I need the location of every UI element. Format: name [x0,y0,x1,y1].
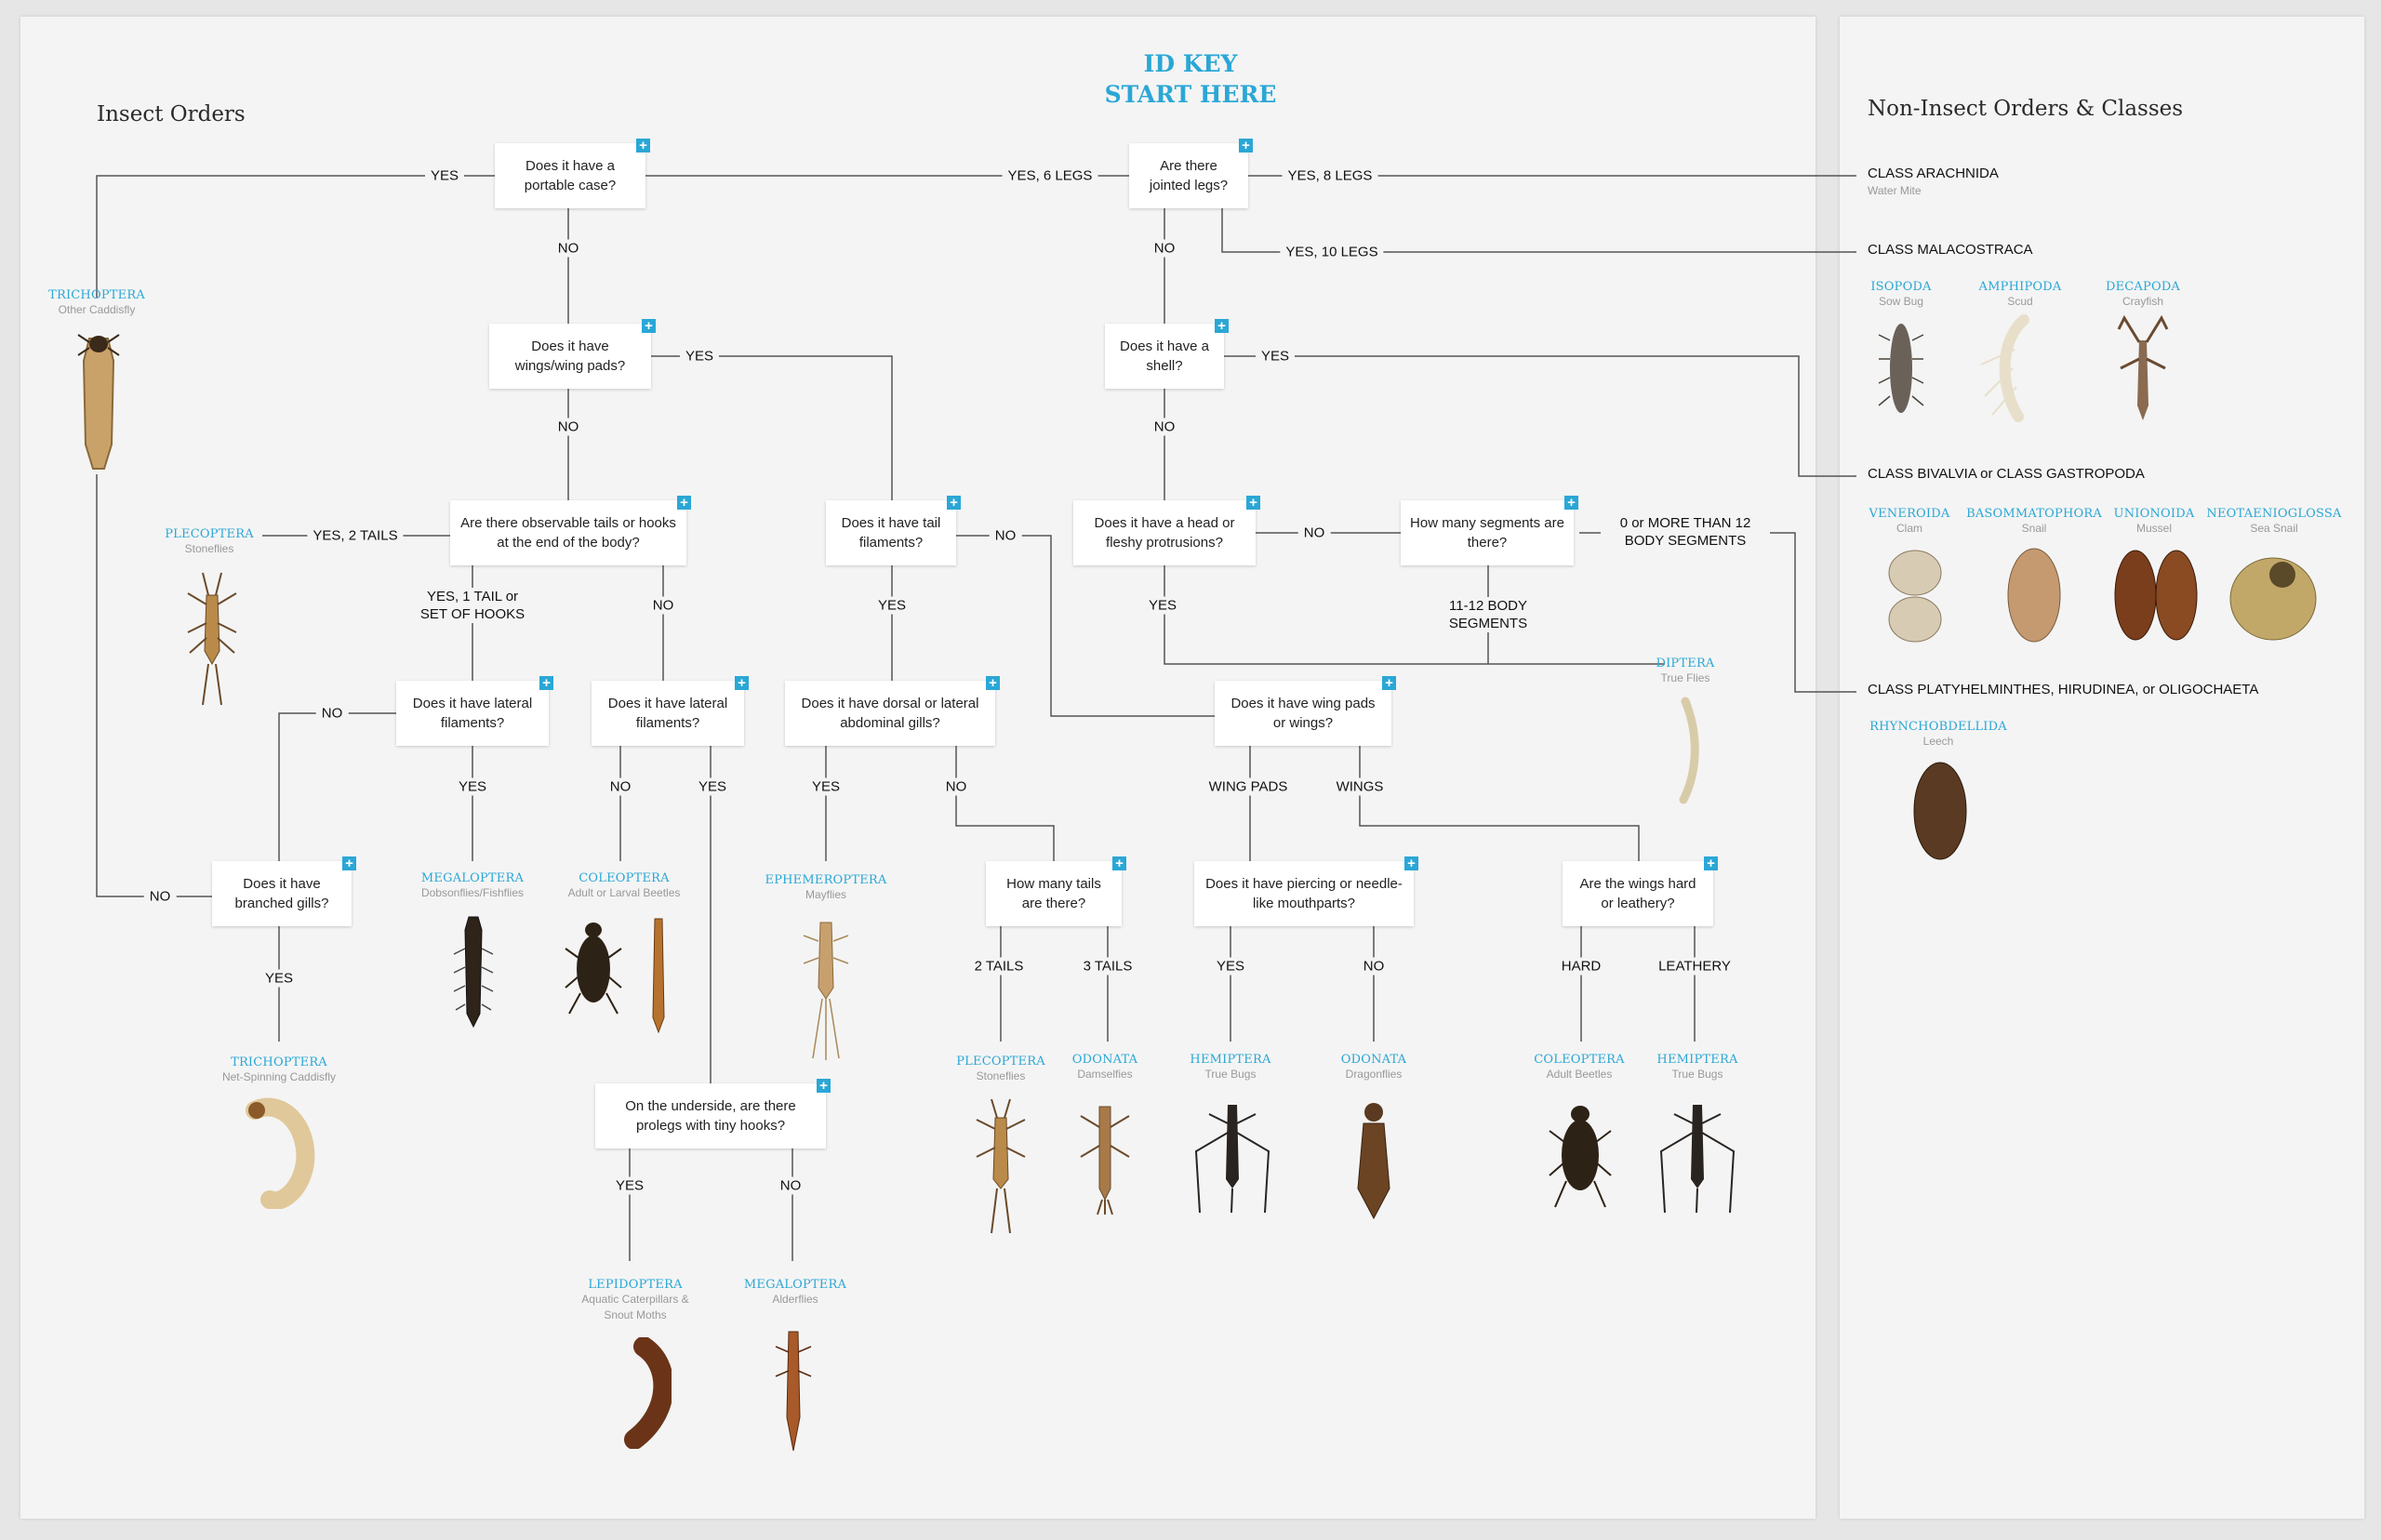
question-text: Does it have a portable case? [524,158,617,193]
sea-snail-illustration [2227,547,2320,644]
expand-plus-icon[interactable]: + [1215,319,1229,333]
question-prolegs[interactable] [595,1078,828,1148]
question-text: How many tails are there? [1006,876,1101,911]
taxon-name: ODONATA [1071,1053,1138,1067]
taxon-name: NEOTAENIOGLOSSA [2206,507,2342,521]
alderfly-illustration [770,1324,817,1454]
taxon-hemiptera-1[interactable] [1190,1053,1270,1082]
class-platyhelminthes[interactable] [1868,682,2258,697]
taxon-common: Adult Beetles [1546,1068,1613,1081]
branch-label: LEATHERY [1653,958,1736,976]
branch-label: YES [872,597,911,615]
taxon-hemiptera-2[interactable] [1656,1053,1737,1082]
question-text: Does it have tail filaments? [841,515,941,551]
expand-plus-icon[interactable]: + [1239,139,1253,153]
taxon-name: DECAPODA [2105,280,2181,294]
branch-label: YES [1256,348,1295,365]
branch-label: NO [940,778,973,796]
taxon-plecoptera-2[interactable] [956,1055,1045,1084]
leech-illustration [1910,759,1970,863]
branch-label: YES, 1 TAIL or SET OF HOOKS [406,588,539,623]
question-text: Does it have piercing or needle-like mouthparts? [1205,876,1403,911]
expand-plus-icon[interactable]: + [342,856,356,870]
taxon-unionoida[interactable] [2114,507,2195,537]
taxon-lepidoptera[interactable] [565,1278,705,1323]
taxon-decapoda[interactable] [2106,280,2180,310]
taxon-common: True Bugs [1204,1068,1257,1081]
taxon-amphipoda[interactable] [1979,280,2062,310]
question-text: How many segments are there? [1410,515,1564,551]
branch-label: YES [259,970,299,988]
id-key-line-1: ID KEY [1143,50,1238,77]
taxon-common: Sow Bug [1878,295,1924,308]
mussel-illustration [2111,547,2201,644]
branch-label: NO [144,888,177,906]
expand-plus-icon[interactable]: + [1704,856,1718,870]
expand-plus-icon[interactable]: + [677,496,691,510]
question-text: Does it have wings/wing pads? [514,339,626,374]
larval-beetle-illustration [645,915,672,1036]
taxon-common: Other Caddisfly [58,303,136,316]
branch-label: NO [1149,418,1181,436]
question-portable-case[interactable] [495,138,647,208]
question-text: Does it have lateral filaments? [607,696,728,731]
taxon-common: Stoneflies [976,1069,1026,1082]
taxon-isopoda[interactable] [1870,280,1931,310]
taxon-odonata-dragon[interactable] [1341,1053,1407,1082]
class-bivalvia-gastropoda[interactable] [1868,466,2145,482]
taxon-name: DIPTERA [1656,657,1715,670]
taxon-name: MEGALOPTERA [420,871,525,885]
net-spinning-caddisfly-illustration [244,1097,318,1209]
question-head[interactable] [1073,495,1257,565]
expand-plus-icon[interactable]: + [1382,676,1396,690]
taxon-plecoptera-1[interactable] [165,527,254,557]
taxon-common: Net-Spinning Caddisfly [221,1070,337,1083]
question-branched-gills[interactable] [212,856,353,926]
expand-plus-icon[interactable]: + [1112,856,1126,870]
taxon-trichoptera-net[interactable] [222,1055,336,1085]
taxon-name: MEGALOPTERA [743,1278,847,1292]
question-text: Does it have wing pads or wings? [1230,696,1376,731]
insect-orders-heading: Insect Orders [97,102,246,126]
taxon-name: TRICHOPTERA [231,1055,327,1069]
id-key-line-2: START HERE [1104,81,1277,108]
taxon-megaloptera-1[interactable] [421,871,524,901]
taxon-common: True Bugs [1671,1068,1723,1081]
branch-label: NO [1358,958,1390,976]
taxon-name: COLEOPTERA [579,871,670,885]
question-dorsal-gills[interactable] [785,675,997,746]
taxon-common: Clam [1895,522,1922,535]
taxon-name: HEMIPTERA [1190,1053,1271,1067]
true-bug-illustration [1190,1095,1274,1216]
question-tail-filaments[interactable] [826,495,958,565]
branch-label: 2 TAILS [969,958,1030,976]
stonefly-illustration-2 [973,1095,1029,1235]
class-common: Water Mite [1868,184,1922,197]
question-shell[interactable] [1105,318,1226,389]
branch-label: YES [680,348,719,365]
class-name: CLASS MALACOSTRACA [1868,242,2033,258]
question-wings-pads[interactable] [489,318,653,389]
branch-label: YES [806,778,845,796]
branch-label: NO [605,778,637,796]
id-key-title [1097,48,1284,110]
question-wings-hard[interactable] [1563,856,1715,926]
adult-beetle-illustration-2 [1548,1095,1613,1216]
non-insect-heading: Non-Insect Orders & Classes [1868,97,2184,121]
taxon-coleoptera-2[interactable] [1534,1053,1624,1082]
taxon-trichoptera-case[interactable] [48,288,145,318]
taxon-common: Leech [1922,735,1954,748]
branch-label: YES, 10 LEGS [1280,244,1383,261]
question-text: Are there jointed legs? [1149,158,1229,193]
expand-plus-icon[interactable]: + [1564,496,1578,510]
question-text: Does it have a shell? [1120,339,1209,374]
branch-label: YES, 2 TAILS [307,527,403,545]
branch-label: 3 TAILS [1078,958,1138,976]
dobsonfly-illustration [450,911,497,1032]
taxon-common: Mussel [2135,522,2172,535]
expand-plus-icon[interactable]: + [1404,856,1418,870]
branch-label: NO [647,597,680,615]
caterpillar-illustration [606,1337,672,1449]
caddisfly-case-illustration [76,333,121,472]
branch-label: 0 or MORE THAN 12 BODY SEGMENTS [1601,514,1770,550]
question-text: Are there observable tails or hooks at the end of the body? [460,515,676,551]
branch-label: YES [693,778,732,796]
taxon-odonata-damsel[interactable] [1072,1053,1138,1082]
question-text: Are the wings hard or leathery? [1579,876,1696,911]
class-malacostraca[interactable] [1868,242,2033,258]
question-text: Does it have dorsal or lateral abdominal gills? [801,696,979,731]
branch-label: YES [1211,958,1250,976]
question-text: Does it have branched gills? [234,876,329,911]
expand-plus-icon[interactable]: + [1246,496,1260,510]
taxon-name: UNIONOIDA [2113,507,2195,521]
dragonfly-illustration [1350,1095,1397,1222]
question-lateral-filaments-1[interactable] [396,675,551,746]
branch-label: NO [1298,524,1331,542]
class-arachnida[interactable] [1868,166,1999,197]
taxon-basommatophora[interactable] [1966,507,2102,537]
sow-bug-illustration [1877,312,1925,424]
damselfly-illustration [1077,1095,1133,1216]
taxon-neotaenioglossa[interactable] [2206,507,2341,537]
adult-beetle-illustration [564,911,623,1023]
question-mouthparts[interactable] [1194,856,1416,926]
taxon-common: Sea Snail [2250,522,2298,535]
taxon-name: RHYNCHOBDELLIDA [1869,720,2007,734]
expand-plus-icon[interactable]: + [986,676,1000,690]
expand-plus-icon[interactable]: + [642,319,656,333]
crayfish-illustration [2115,312,2171,424]
branch-label: NO [316,705,349,723]
branch-label: NO [990,527,1022,545]
expand-plus-icon[interactable]: + [539,676,553,690]
branch-label: NO [552,418,585,436]
taxon-common: Scud [2007,295,2033,308]
branch-label: YES [1143,597,1182,615]
expand-plus-icon[interactable]: + [817,1079,831,1093]
taxon-common: Adult or Larval Beetles [567,886,681,899]
taxon-name: PLECOPTERA [956,1055,1045,1069]
taxon-ephemeroptera[interactable] [765,873,887,903]
taxon-common: Alderflies [772,1293,818,1306]
taxon-common: Crayfish [2122,295,2164,308]
taxon-coleoptera-1[interactable] [568,871,681,901]
snail-illustration [2003,543,2065,645]
branch-label: WING PADS [1204,778,1294,796]
stonefly-illustration [182,567,242,707]
branch-label: NO [775,1177,807,1195]
branch-label: YES, 8 LEGS [1283,167,1378,185]
taxon-megaloptera-2[interactable] [744,1278,846,1308]
branch-label: YES [453,778,492,796]
branch-label: NO [1149,240,1181,258]
taxon-name: ODONATA [1340,1053,1407,1067]
branch-label: YES [610,1177,649,1195]
taxon-common: Dragonflies [1345,1068,1403,1081]
taxon-common: Stoneflies [184,542,234,555]
taxon-common: Aquatic Caterpillars & Snout Moths [581,1293,689,1321]
question-tails-hooks[interactable] [450,495,688,565]
class-name: CLASS PLATYHELMINTHES, HIRUDINEA, or OLIGOCHAETA [1868,682,2259,697]
question-jointed-legs[interactable] [1129,138,1250,208]
taxon-name: LEPIDOPTERA [588,1278,683,1292]
taxon-name: VENEROIDA [1869,507,1950,521]
taxon-name: AMPHIPODA [1978,280,2062,294]
true-bug-illustration-2 [1656,1095,1739,1216]
taxon-common: Mayflies [805,888,846,901]
question-how-many-tails[interactable] [986,856,1124,926]
branch-label: NO [552,240,585,258]
branch-label: YES, 6 LEGS [1003,167,1098,185]
mayfly-illustration [800,913,852,1062]
class-name: CLASS BIVALVIA or CLASS GASTROPODA [1868,466,2145,482]
taxon-name: HEMIPTERA [1656,1053,1738,1067]
taxon-rhynchobdellida[interactable] [1869,720,2007,750]
taxon-common: Dobsonflies/Fishflies [420,886,525,899]
question-segments[interactable] [1401,495,1576,565]
clam-illustration [1884,545,1946,647]
taxon-common: True Flies [1660,671,1710,684]
true-fly-larva-illustration [1667,696,1704,807]
question-text: Does it have a head or fleshy protrusions? [1094,515,1235,551]
taxon-common: Snail [2021,522,2047,535]
branch-label: YES [425,167,464,185]
taxon-name: COLEOPTERA [1534,1053,1625,1067]
taxon-name: ISOPODA [1870,280,1932,294]
branch-label: HARD [1556,958,1607,976]
taxon-common: Damselfies [1077,1068,1133,1081]
taxon-diptera[interactable] [1656,657,1714,686]
expand-plus-icon[interactable]: + [947,496,961,510]
taxon-name: EPHEMEROPTERA [765,873,887,887]
question-wing-pads-or-wings[interactable] [1215,675,1393,746]
taxon-name: BASOMMATOPHORA [1966,507,2102,521]
branch-label: WINGS [1331,778,1390,796]
question-lateral-filaments-2[interactable] [592,675,746,746]
expand-plus-icon[interactable]: + [735,676,749,690]
taxon-veneroida[interactable] [1869,507,1950,537]
class-name: CLASS ARACHNIDA [1868,166,1999,181]
taxon-name: TRICHOPTERA [48,288,145,302]
expand-plus-icon[interactable]: + [636,139,650,153]
question-text: Does it have lateral filaments? [412,696,533,731]
question-text: On the underside, are there prolegs with tiny hooks? [625,1098,796,1134]
branch-label: 11-12 BODY SEGMENTS [1417,597,1559,632]
scud-illustration [1972,312,2046,424]
taxon-name: PLECOPTERA [165,527,254,541]
